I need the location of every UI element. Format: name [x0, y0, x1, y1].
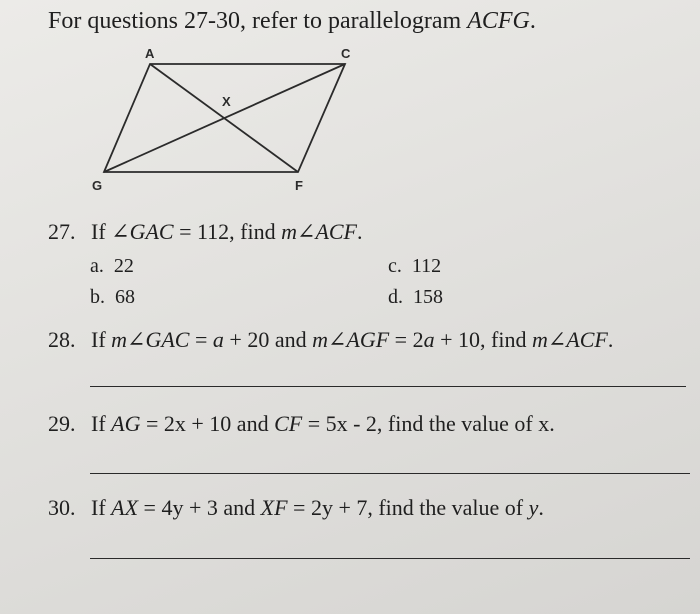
- vertex-label-g: G: [92, 178, 103, 193]
- answer-line-29[interactable]: [90, 473, 690, 474]
- choice-c: c. 112: [388, 255, 442, 277]
- choice-b: b. 68: [90, 286, 135, 308]
- vertex-label-f: F: [295, 178, 303, 193]
- choice-a: a. 22: [90, 255, 134, 277]
- intersection-label-x: X: [222, 94, 231, 109]
- question-27-number: 27.: [48, 219, 76, 244]
- answer-line-28[interactable]: [90, 386, 686, 387]
- question-30-number: 30.: [48, 495, 76, 520]
- vertex-label-c: C: [341, 46, 351, 61]
- parallelogram-name: ACFG: [467, 8, 530, 34]
- choice-d: d. 158: [388, 286, 443, 308]
- diagonal-gc: [104, 64, 345, 172]
- question-30-text: If AX = 4y + 3 and XF = 2y + 7, find the value of y.: [91, 495, 544, 520]
- instructions-header: For questions 27-30, refer to parallelogram ACFG.: [48, 8, 536, 34]
- answer-line-30[interactable]: [90, 558, 690, 559]
- question-27-text: If ∠GAC = 112, find m∠ACF.: [91, 219, 363, 244]
- question-28-number: 28.: [48, 327, 76, 352]
- question-29-text: If AG = 2x + 10 and CF = 5x - 2, find the value of x.: [91, 411, 555, 436]
- vertex-label-a: A: [145, 46, 155, 61]
- question-29-number: 29.: [48, 411, 76, 436]
- question-28-text: If m∠GAC = a + 20 and m∠AGF = 2a + 10, find m∠ACF.: [91, 327, 614, 352]
